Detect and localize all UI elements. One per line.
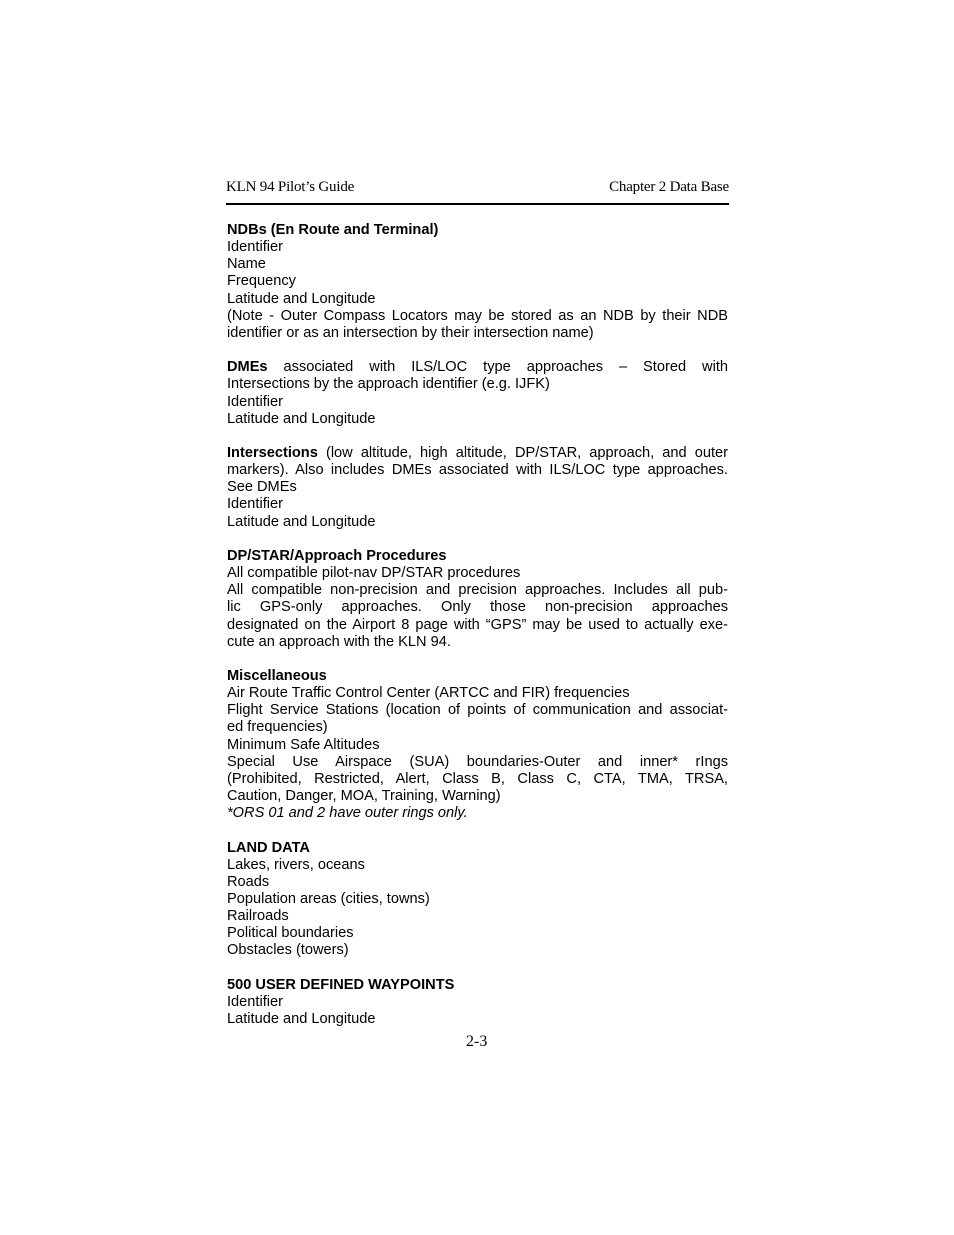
misc-line: Caution, Danger, MOA, Training, Warning) [227, 788, 501, 805]
dmes-description: associated with ILS/LOC type approaches – Stored with [283, 359, 728, 376]
land-heading: LAND DATA [227, 839, 310, 856]
procedures-heading: DP/STAR/Approach Procedures [227, 547, 447, 564]
ndbs-note-line: identifier or as an intersection by their intersection name) [227, 324, 594, 341]
misc-line: Flight Service Stations (location of points of communication and associat- [227, 702, 728, 719]
procedures-line: cute an approach with the KLN 94. [227, 633, 451, 650]
land-item: Political boundaries [227, 925, 354, 942]
dmes-item: Latitude and Longitude [227, 410, 376, 427]
ndbs-item: Identifier [227, 239, 283, 256]
section-land-data [227, 840, 728, 960]
misc-line: (Prohibited, Restricted, Alert, Class B, Class C, CTA, TMA, TRSA, [227, 770, 728, 787]
land-item: Obstacles (towers) [227, 942, 349, 959]
land-item: Roads [227, 873, 270, 890]
procedures-line: All compatible pilot-nav DP/STAR procedures [227, 565, 521, 582]
land-item: Population areas (cities, towns) [227, 891, 430, 908]
header-guide-title: KLN 94 Pilot’s Guide [226, 179, 355, 195]
user-waypoints-item: Latitude and Longitude [227, 1011, 376, 1028]
ndbs-note-line: (Note - Outer Compass Locators may be stored as an NDB by their NDB [227, 307, 728, 324]
ndbs-item: Latitude and Longitude [227, 290, 376, 307]
ndbs-item: Name [227, 256, 266, 273]
intersections-item: Identifier [227, 496, 283, 513]
user-waypoints-item: Identifier [227, 993, 283, 1010]
misc-line: Minimum Safe Altitudes [227, 736, 380, 753]
page-number: 2-3 [466, 1033, 488, 1050]
intersections-heading: Intersections [227, 445, 318, 461]
user-waypoints-heading: 500 USER DEFINED WAYPOINTS [227, 976, 455, 993]
procedures-line: All compatible non-precision and precision approaches. Includes all pub- [227, 582, 728, 599]
ndbs-item: Frequency [227, 273, 296, 290]
misc-line: Special Use Airspace (SUA) boundaries-Outer and inner* rIngs [227, 753, 728, 770]
misc-line: ed frequencies) [227, 719, 328, 736]
land-item: Railroads [227, 908, 289, 925]
page-header [226, 177, 729, 205]
section-dmes [227, 359, 728, 428]
land-item: Lakes, rivers, oceans [227, 856, 365, 873]
dmes-first-line [227, 359, 728, 376]
section-ndbs [227, 222, 728, 342]
intersections-first-line [227, 445, 728, 462]
intersections-description: (low altitude, high altitude, DP/STAR, approach, and outer [325, 445, 728, 461]
misc-heading: Miscellaneous [227, 668, 327, 684]
procedures-line: lic GPS-only approaches. Only those non-precision approaches [227, 599, 728, 616]
header-chapter-title: Chapter 2 Data Base [609, 179, 729, 195]
dmes-description-line: Intersections by the approach identifier (e.g. IJFK) [227, 376, 550, 393]
section-intersections [227, 445, 728, 531]
intersections-item: Latitude and Longitude [227, 513, 376, 530]
intersections-description-line: See DMEs [227, 479, 297, 496]
intersections-description-line: markers). Also includes DMEs associated with ILS/LOC type approaches. [227, 462, 728, 479]
section-procedures [227, 548, 728, 651]
ndbs-heading: NDBs (En Route and Terminal) [227, 222, 439, 238]
page-content [227, 222, 728, 1028]
misc-footnote: *ORS 01 and 2 have outer rings only. [227, 805, 468, 822]
dmes-heading: DMEs [227, 359, 268, 376]
section-user-waypoints [227, 977, 728, 1028]
procedures-line: designated on the Airport 8 page with “GPS” may be used to actually exe- [227, 616, 728, 633]
dmes-item: Identifier [227, 393, 283, 410]
section-miscellaneous [227, 668, 728, 822]
misc-line: Air Route Traffic Control Center (ARTCC and FIR) frequencies [227, 685, 630, 702]
